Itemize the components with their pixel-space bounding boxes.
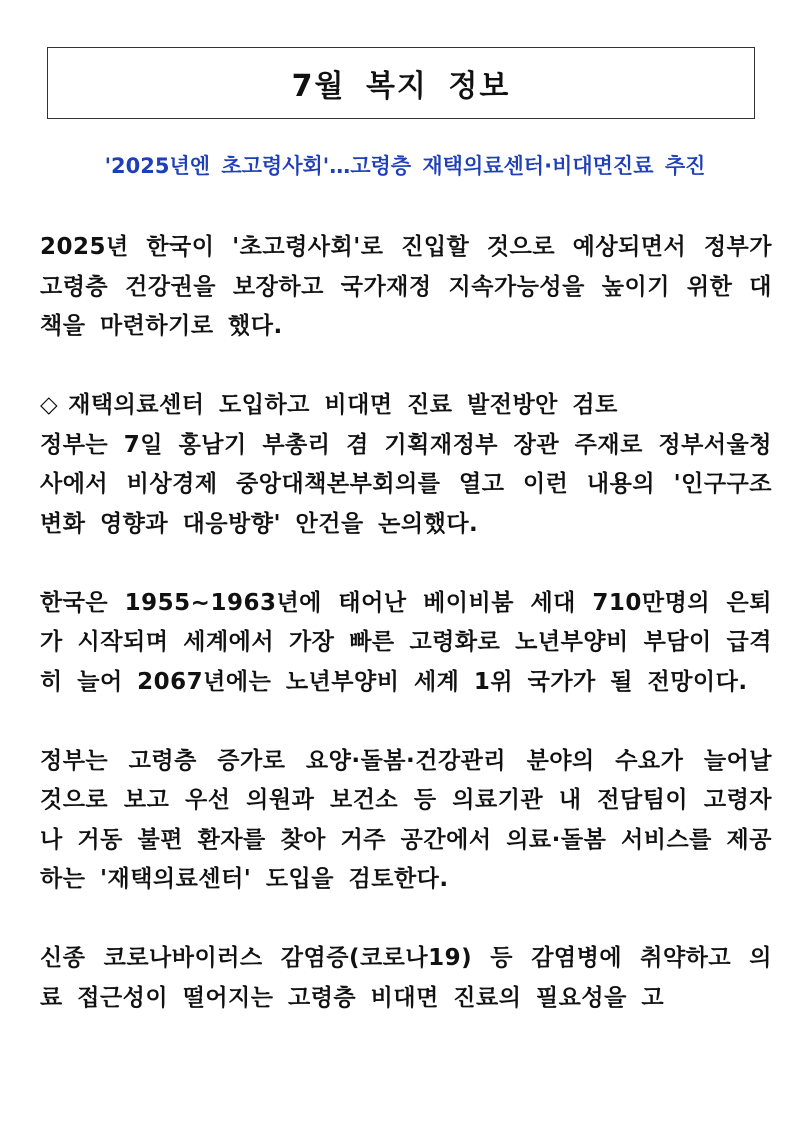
body-paragraph-4: 신종 코로나바이러스 감염증(코로나19) 등 감염병에 취약하고 의료 접근성이 떨어지는 고령층 비대면 진료의 필요성을 고 [40, 945, 772, 1011]
article-body [40, 228, 772, 1018]
section-heading [40, 386, 772, 426]
body-paragraph-3: 정부는 고령층 증가로 요양·돌봄·건강관리 분야의 수요가 늘어날 것으로 보고 우선 의원과 보건소 등 의료기관 내 전담팀이 고령자나 거동 불편 환자를 찾아 거주 공간에서 의료·돌봄 서비스를 제공하는 '재택의료센터' 도입을 검토한다. [40, 747, 772, 892]
document-title: 7월 복지 정보 [291, 69, 511, 104]
diamond-bullet-icon: ◇ [40, 392, 59, 418]
intro-paragraph: 2025년 한국이 '초고령사회'로 진입할 것으로 예상되면서 정부가 고령층 건강권을 보장하고 국가재정 지속가능성을 높이기 위한 대책을 마련하기로 했다. [40, 234, 772, 339]
title-box [47, 47, 755, 119]
article-headline: '2025년엔 초고령사회'…고령층 재택의료센터·비대면진료 추진 [104, 154, 706, 178]
body-paragraph-1: 정부는 7일 홍남기 부총리 겸 기획재정부 장관 주재로 정부서울청사에서 비상경제 중앙대책본부회의를 열고 이런 내용의 '인구구조 변화 영향과 대응방향' 안건을 논의했다. [40, 431, 772, 537]
section-heading-text: 재택의료센터 도입하고 비대면 진료 발전방안 검토 [68, 392, 618, 418]
body-paragraph-2: 한국은 1955~1963년에 태어난 베이비붐 세대 710만명의 은퇴가 시작되며 세계에서 가장 빠른 고령화로 노년부양비 부담이 급격히 늘어 2067년에는 노년부양비 세계 1위 국가가 될 전망이다. [40, 589, 772, 695]
